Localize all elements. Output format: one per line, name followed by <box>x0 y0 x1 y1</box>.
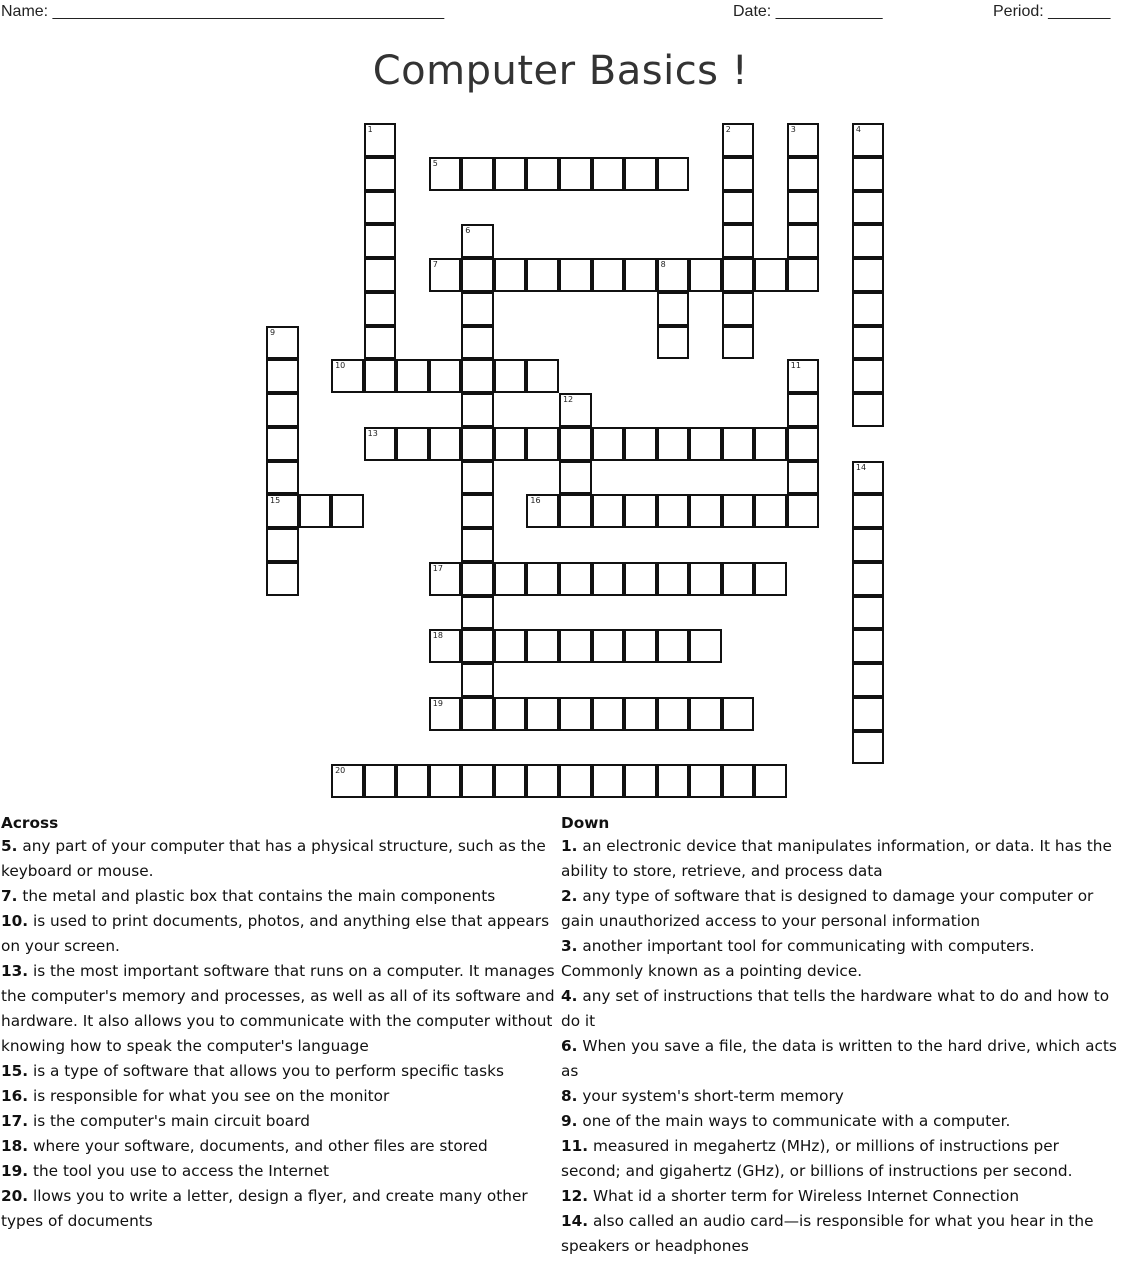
clue-number-label: 20. <box>1 1187 29 1205</box>
down-clue <box>561 984 1117 1034</box>
grid-cell[interactable] <box>461 562 494 596</box>
grid-cell[interactable] <box>494 427 527 461</box>
grid-cell[interactable] <box>364 292 397 326</box>
grid-cell[interactable] <box>461 326 494 360</box>
grid-cell[interactable] <box>429 258 462 292</box>
clue-number-label: 16. <box>1 1087 29 1105</box>
grid-cell[interactable] <box>657 494 690 528</box>
grid-cell[interactable] <box>624 494 657 528</box>
grid-cell[interactable] <box>559 461 592 495</box>
grid-cell[interactable] <box>461 629 494 663</box>
grid-cell[interactable] <box>559 393 592 427</box>
grid-cell[interactable] <box>461 258 494 292</box>
grid-cell[interactable] <box>787 258 820 292</box>
grid-cell[interactable] <box>331 764 364 798</box>
grid-cell[interactable] <box>364 157 397 191</box>
grid-cell[interactable] <box>429 562 462 596</box>
grid-cell[interactable] <box>526 562 559 596</box>
period-field-label: Period: _______ <box>993 3 1111 20</box>
grid-cell[interactable] <box>657 562 690 596</box>
grid-cell[interactable] <box>461 224 494 258</box>
grid-cell[interactable] <box>494 764 527 798</box>
grid-cell[interactable] <box>657 258 690 292</box>
grid-cell[interactable] <box>396 359 429 393</box>
grid-cell[interactable] <box>657 157 690 191</box>
grid-cell[interactable] <box>722 427 755 461</box>
clue-text: measured in megahertz (MHz), or millions of instructions per second; and gigahertz (GHz), or billions of instructions per second. <box>561 1137 1073 1180</box>
clue-text: also called an audio card—is responsible for what you hear in the speakers or headphones <box>561 1212 1094 1255</box>
grid-cell[interactable] <box>852 191 885 225</box>
grid-cell[interactable] <box>722 157 755 191</box>
grid-cell[interactable] <box>592 764 625 798</box>
page-title: Computer Basics ! <box>372 48 749 94</box>
grid-cell[interactable] <box>689 427 722 461</box>
grid-cell[interactable] <box>852 359 885 393</box>
grid-cell[interactable] <box>364 326 397 360</box>
clue-number: 13 <box>367 428 378 438</box>
clue-number-label: 9. <box>561 1112 578 1130</box>
grid-cell[interactable] <box>787 427 820 461</box>
grid-cell[interactable] <box>429 157 462 191</box>
grid-cell[interactable] <box>852 596 885 630</box>
clue-number: 16 <box>530 496 541 506</box>
clue-text: any part of your computer that has a physical structure, such as the keyboard or mouse. <box>1 837 546 880</box>
clue-text: is the most important software that runs on a computer. It manages the computer's memory and processes, as well as all of its software and hardware. It also allows you to communicate with the computer without knowing how to speak the computer's language <box>1 962 555 1055</box>
clue-number: 11 <box>790 361 801 371</box>
clue-number-label: 6. <box>561 1037 578 1055</box>
grid-cell[interactable] <box>657 697 690 731</box>
grid-cell[interactable] <box>364 224 397 258</box>
grid-cell[interactable] <box>526 629 559 663</box>
down-clue <box>561 1109 1117 1134</box>
clue-number-label: 12. <box>561 1187 589 1205</box>
grid-cell[interactable] <box>852 157 885 191</box>
grid-cell[interactable] <box>526 427 559 461</box>
clue-number-label: 4. <box>561 987 578 1005</box>
across-clue <box>1 1159 557 1184</box>
across-clue <box>1 959 557 1059</box>
grid-cell[interactable] <box>787 494 820 528</box>
grid-cell[interactable] <box>461 157 494 191</box>
grid-cell[interactable] <box>559 629 592 663</box>
grid-cell[interactable] <box>624 157 657 191</box>
clue-text: one of the main ways to communicate with a computer. <box>577 1112 1011 1130</box>
clue-text: your system's short-term memory <box>577 1087 844 1105</box>
grid-cell[interactable] <box>494 157 527 191</box>
grid-cell[interactable] <box>526 258 559 292</box>
grid-cell[interactable] <box>722 258 755 292</box>
clue-text: is responsible for what you see on the monitor <box>28 1087 390 1105</box>
grid-cell[interactable] <box>657 427 690 461</box>
grid-cell[interactable] <box>461 697 494 731</box>
grid-cell[interactable] <box>624 258 657 292</box>
grid-cell[interactable] <box>787 191 820 225</box>
grid-cell[interactable] <box>429 359 462 393</box>
down-clue <box>561 1184 1117 1209</box>
clue-number-label: 13. <box>1 962 29 980</box>
grid-cell[interactable] <box>624 697 657 731</box>
grid-cell[interactable] <box>852 731 885 765</box>
clue-number: 10 <box>335 361 346 371</box>
across-heading: Across <box>1 814 59 832</box>
grid-cell[interactable] <box>364 427 397 461</box>
grid-cell[interactable] <box>624 562 657 596</box>
grid-cell[interactable] <box>461 427 494 461</box>
grid-cell[interactable] <box>559 697 592 731</box>
clue-number: 2 <box>725 125 731 134</box>
grid-cell[interactable] <box>364 191 397 225</box>
across-clues <box>1 812 557 1234</box>
grid-cell[interactable] <box>461 528 494 562</box>
grid-cell[interactable] <box>494 258 527 292</box>
grid-cell[interactable] <box>364 764 397 798</box>
grid-cell[interactable] <box>559 258 592 292</box>
grid-cell[interactable] <box>787 224 820 258</box>
grid-cell[interactable] <box>787 123 820 157</box>
clue-text: the tool you use to access the Internet <box>28 1162 330 1180</box>
grid-cell[interactable] <box>559 157 592 191</box>
down-clue <box>561 1084 1117 1109</box>
clue-number-label: 11. <box>561 1137 589 1155</box>
grid-cell[interactable] <box>266 326 299 360</box>
clue-text: is the computer's main circuit board <box>28 1112 310 1130</box>
grid-cell[interactable] <box>722 494 755 528</box>
grid-cell[interactable] <box>429 697 462 731</box>
across-clue <box>1 1109 557 1134</box>
grid-cell[interactable] <box>852 528 885 562</box>
grid-cell[interactable] <box>559 494 592 528</box>
grid-cell[interactable] <box>689 764 722 798</box>
grid-cell[interactable] <box>461 393 494 427</box>
grid-cell[interactable] <box>266 427 299 461</box>
grid-cell[interactable] <box>689 697 722 731</box>
grid-cell[interactable] <box>722 292 755 326</box>
grid-cell[interactable] <box>331 359 364 393</box>
clue-number: 1 <box>367 125 373 134</box>
grid-cell[interactable] <box>787 359 820 393</box>
grid-cell[interactable] <box>624 629 657 663</box>
grid-cell[interactable] <box>266 562 299 596</box>
grid-cell[interactable] <box>657 629 690 663</box>
grid-cell[interactable] <box>689 562 722 596</box>
grid-cell[interactable] <box>852 326 885 360</box>
grid-cell[interactable] <box>592 697 625 731</box>
grid-cell[interactable] <box>526 157 559 191</box>
down-clue <box>561 1134 1117 1184</box>
grid-cell[interactable] <box>266 494 299 528</box>
grid-cell[interactable] <box>689 494 722 528</box>
grid-cell[interactable] <box>754 427 787 461</box>
grid-cell[interactable] <box>722 764 755 798</box>
across-clue <box>1 834 557 884</box>
clue-number: 14 <box>855 462 867 472</box>
grid-cell[interactable] <box>624 764 657 798</box>
grid-cell[interactable] <box>689 629 722 663</box>
grid-cell[interactable] <box>754 494 787 528</box>
clue-text: is used to print documents, photos, and anything else that appears on your screen. <box>1 912 550 955</box>
grid-cell[interactable] <box>266 461 299 495</box>
clue-number: 15 <box>270 496 281 506</box>
clue-number: 8 <box>660 260 666 269</box>
grid-cell[interactable] <box>722 191 755 225</box>
grid-cell[interactable] <box>299 494 332 528</box>
grid-cell[interactable] <box>787 393 820 427</box>
grid-cell[interactable] <box>592 258 625 292</box>
clue-number: 9 <box>270 327 276 337</box>
grid-cell[interactable] <box>592 629 625 663</box>
down-clue <box>561 834 1117 884</box>
grid-cell[interactable] <box>787 461 820 495</box>
down-clue <box>561 1209 1117 1259</box>
clue-number-label: 19. <box>1 1162 29 1180</box>
down-clue <box>561 934 1117 984</box>
grid-cell[interactable] <box>852 663 885 697</box>
clue-number: 6 <box>465 226 471 236</box>
clue-number-label: 8. <box>561 1087 578 1105</box>
grid-cell[interactable] <box>526 359 559 393</box>
clue-text: is a type of software that allows you to perform specific tasks <box>28 1062 504 1080</box>
clue-number: 17 <box>432 563 443 573</box>
grid-cell[interactable] <box>461 663 494 697</box>
clue-number-label: 18. <box>1 1137 29 1155</box>
grid-cell[interactable] <box>852 123 885 157</box>
grid-cell[interactable] <box>852 292 885 326</box>
clue-number-label: 15. <box>1 1062 29 1080</box>
clue-number-label: 1. <box>561 837 578 855</box>
across-clue <box>1 1184 557 1234</box>
grid-cell[interactable] <box>852 393 885 427</box>
grid-cell[interactable] <box>266 359 299 393</box>
name-field-label: Name: ____________________________________________ <box>1 3 445 20</box>
across-clue <box>1 884 557 909</box>
grid-cell[interactable] <box>494 697 527 731</box>
grid-cell[interactable] <box>787 157 820 191</box>
clue-number: 7 <box>432 260 438 269</box>
grid-cell[interactable] <box>657 326 690 360</box>
clue-number: 4 <box>855 125 861 134</box>
grid-cell[interactable] <box>429 427 462 461</box>
grid-cell[interactable] <box>722 697 755 731</box>
grid-cell[interactable] <box>494 562 527 596</box>
clue-number: 5 <box>432 158 438 168</box>
clue-number: 19 <box>432 698 443 708</box>
clue-text: any set of instructions that tells the hardware what to do and how to do it <box>561 987 1110 1030</box>
clue-number-label: 3. <box>561 937 578 955</box>
down-clue <box>561 884 1117 934</box>
grid-cell[interactable] <box>494 629 527 663</box>
clue-text: What id a shorter term for Wireless Internet Connection <box>588 1187 1020 1205</box>
down-clues <box>561 812 1117 1259</box>
grid-cell[interactable] <box>722 562 755 596</box>
across-clue <box>1 1084 557 1109</box>
grid-cell[interactable] <box>722 326 755 360</box>
grid-cell[interactable] <box>429 764 462 798</box>
grid-cell[interactable] <box>592 157 625 191</box>
grid-cell[interactable] <box>494 359 527 393</box>
down-heading: Down <box>561 814 610 832</box>
grid-cell[interactable] <box>559 764 592 798</box>
down-clue <box>561 1034 1117 1084</box>
date-field-label: Date: ____________ <box>733 3 883 20</box>
grid-cell[interactable] <box>461 596 494 630</box>
grid-cell[interactable] <box>852 629 885 663</box>
grid-cell[interactable] <box>722 224 755 258</box>
grid-cell[interactable] <box>754 764 787 798</box>
grid-cell[interactable] <box>461 359 494 393</box>
clue-text: where your software, documents, and other files are stored <box>28 1137 488 1155</box>
grid-cell[interactable] <box>592 494 625 528</box>
grid-cell[interactable] <box>331 494 364 528</box>
grid-cell[interactable] <box>526 494 559 528</box>
grid-cell[interactable] <box>852 562 885 596</box>
clue-number: 3 <box>790 125 796 134</box>
clue-text: any type of software that is designed to damage your computer or gain unauthorized access to your personal information <box>561 887 1094 930</box>
clue-number-label: 7. <box>1 887 18 905</box>
grid-cell[interactable] <box>461 764 494 798</box>
grid-cell[interactable] <box>559 562 592 596</box>
clue-number-label: 5. <box>1 837 18 855</box>
clue-number: 12 <box>562 395 574 404</box>
grid-cell[interactable] <box>657 292 690 326</box>
clue-number-label: 2. <box>561 887 578 905</box>
grid-cell[interactable] <box>852 697 885 731</box>
grid-cell[interactable] <box>429 629 462 663</box>
grid-cell[interactable] <box>559 427 592 461</box>
grid-cell[interactable] <box>722 123 755 157</box>
clue-number-label: 17. <box>1 1112 29 1130</box>
grid-cell[interactable] <box>461 292 494 326</box>
clue-number: 18 <box>432 631 443 641</box>
grid-cell[interactable] <box>754 258 787 292</box>
grid-cell[interactable] <box>852 494 885 528</box>
grid-cell[interactable] <box>754 562 787 596</box>
clue-text: an electronic device that manipulates information, or data. It has the ability to store, retrieve, and process data <box>561 837 1112 880</box>
grid-cell[interactable] <box>461 494 494 528</box>
grid-cell[interactable] <box>364 123 397 157</box>
grid-cell[interactable] <box>592 562 625 596</box>
grid-cell[interactable] <box>852 461 885 495</box>
clue-text: another important tool for communicating with computers. Commonly known as a pointing device. <box>561 937 1035 980</box>
grid-cell[interactable] <box>592 427 625 461</box>
grid-cell[interactable] <box>364 359 397 393</box>
clue-text: When you save a file, the data is written to the hard drive, which acts as <box>561 1037 1117 1080</box>
clue-number-label: 14. <box>561 1212 589 1230</box>
grid-cell[interactable] <box>266 528 299 562</box>
grid-cell[interactable] <box>526 697 559 731</box>
grid-cell[interactable] <box>689 258 722 292</box>
across-clue <box>1 1059 557 1084</box>
grid-cell[interactable] <box>657 764 690 798</box>
grid-cell[interactable] <box>852 258 885 292</box>
clue-number: 20 <box>335 766 346 776</box>
grid-cell[interactable] <box>461 461 494 495</box>
clue-number-label: 10. <box>1 912 29 930</box>
grid-cell[interactable] <box>396 427 429 461</box>
clue-text: the metal and plastic box that contains the main components <box>17 887 496 905</box>
grid-cell[interactable] <box>624 427 657 461</box>
grid-cell[interactable] <box>396 764 429 798</box>
across-clue <box>1 1134 557 1159</box>
grid-cell[interactable] <box>266 393 299 427</box>
across-clue <box>1 909 557 959</box>
grid-cell[interactable] <box>364 258 397 292</box>
grid-cell[interactable] <box>526 764 559 798</box>
clue-text: llows you to write a letter, design a flyer, and create many other types of documents <box>1 1187 528 1230</box>
grid-cell[interactable] <box>852 224 885 258</box>
